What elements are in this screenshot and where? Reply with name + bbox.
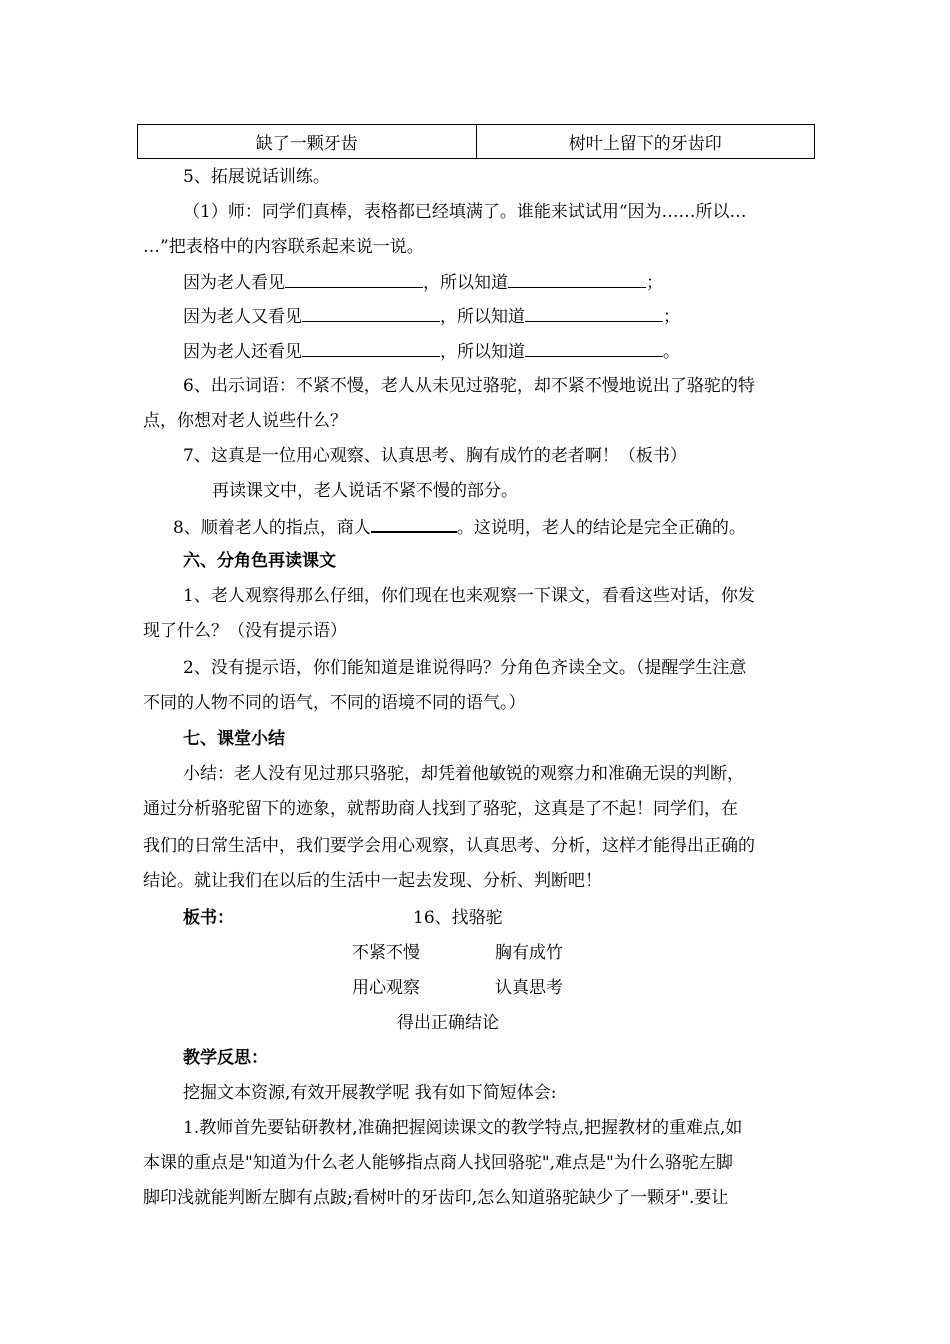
section-heading: 七、课堂小结 [183,729,285,749]
board-item: 胸有成竹 [495,943,563,963]
sentence-part: 因为老人又看见 [183,307,302,327]
sentence-part: 因为老人还看见 [183,342,302,362]
answer-blank[interactable] [302,305,440,322]
table-cell-left: 缺了一颗牙齿 [138,125,477,159]
paragraph-line: 我们的日常生活中，我们要学会用心观察，认真思考、分析，这样才能得出正确的 [143,836,755,856]
paragraph-line: 5、拓展说话训练。 [183,167,330,187]
paragraph-line: 本课的重点是"知道为什么老人能够指点商人找回骆驼",难点是"为什么骆驼左脚 [143,1153,733,1173]
paragraph-line: 不同的人物不同的语气，不同的语境不同的语气。） [143,693,526,713]
sentence-part: ，所以知道 [440,307,525,327]
section-heading: 六、分角色再读课文 [183,551,336,571]
fill-in-sentence [183,305,680,328]
sentence-part: 。这说明，老人的结论是完全正确的。 [456,518,746,538]
sentence-part: ，所以知道 [423,273,508,293]
paragraph-line: 脚印浅就能判断左脚有点跛;看树叶的牙齿印,怎么知道骆驼缺少了一颗牙".要让 [143,1188,729,1208]
paragraph-line: 结论。就让我们在以后的生活中一起去发现、分析、判断吧！ [143,871,602,891]
paragraph-line: 1、老人观察得那么仔细，你们现在也来观察一下课文，看看这些对话，你发 [183,586,755,606]
sentence-part: 。 [663,342,680,362]
paragraph-line: 6、出示词语：不紧不慢，老人从未见过骆驼，却不紧不慢地说出了骆驼的特 [183,376,755,396]
table-cell-right: 树叶上留下的牙齿印 [476,125,815,159]
paragraph-line: 7、这真是一位用心观察、认真思考、胸有成竹的老者啊！（板书） [183,446,687,466]
fill-in-sentence [183,340,680,363]
fill-in-sentence [183,271,663,294]
board-item: 得出正确结论 [397,1013,499,1033]
answer-blank[interactable] [285,271,423,288]
sentence-part: ； [646,273,663,293]
answer-blank[interactable] [371,515,457,533]
paragraph-line: 挖掘文本资源,有效开展教学呢 我有如下简短体会: [183,1083,557,1103]
answer-blank[interactable] [508,271,646,288]
board-item: 认真思考 [495,978,563,998]
sentence-part: ； [663,307,680,327]
answer-blank[interactable] [302,340,440,357]
paragraph-line: 通过分析骆驼留下的迹象，就帮助商人找到了骆驼，这真是了不起！同学们，在 [143,799,738,819]
board-item: 用心观察 [352,978,420,998]
paragraph-line: （1）师：同学们真棒，表格都已经填满了。谁能来试试用“因为……所以… [183,202,747,222]
board-title: 16、找骆驼 [413,908,503,928]
paragraph-line: 小结：老人没有见过那只骆驼，却凭着他敏锐的观察力和准确无误的判断， [183,764,744,784]
paragraph-line: 1.教师首先要钻研教材,准确把握阅读课文的教学特点,把握教材的重难点,如 [183,1118,743,1138]
board-item: 不紧不慢 [352,943,420,963]
table-row [138,125,815,159]
paragraph-line: …”把表格中的内容联系起来说一说。 [143,237,424,257]
fill-in-sentence [173,515,746,539]
paragraph-line: 再读课文中，老人说话不紧不慢的部分。 [212,481,518,501]
board-label: 板书： [183,908,234,928]
clue-table [137,124,815,159]
answer-blank[interactable] [525,340,663,357]
paragraph-line: 现了什么？（没有提示语） [143,621,347,641]
paragraph-line: 点，你想对老人说些什么？ [143,411,347,431]
section-heading: 教学反思： [183,1048,268,1068]
sentence-part: 8、顺着老人的指点，商人 [173,518,371,538]
answer-blank[interactable] [525,305,663,322]
paragraph-line: 2、没有提示语，你们能知道是谁说得吗？分角色齐读全文。（提醒学生注意 [183,658,747,678]
sentence-part: ，所以知道 [440,342,525,362]
sentence-part: 因为老人看见 [183,273,285,293]
